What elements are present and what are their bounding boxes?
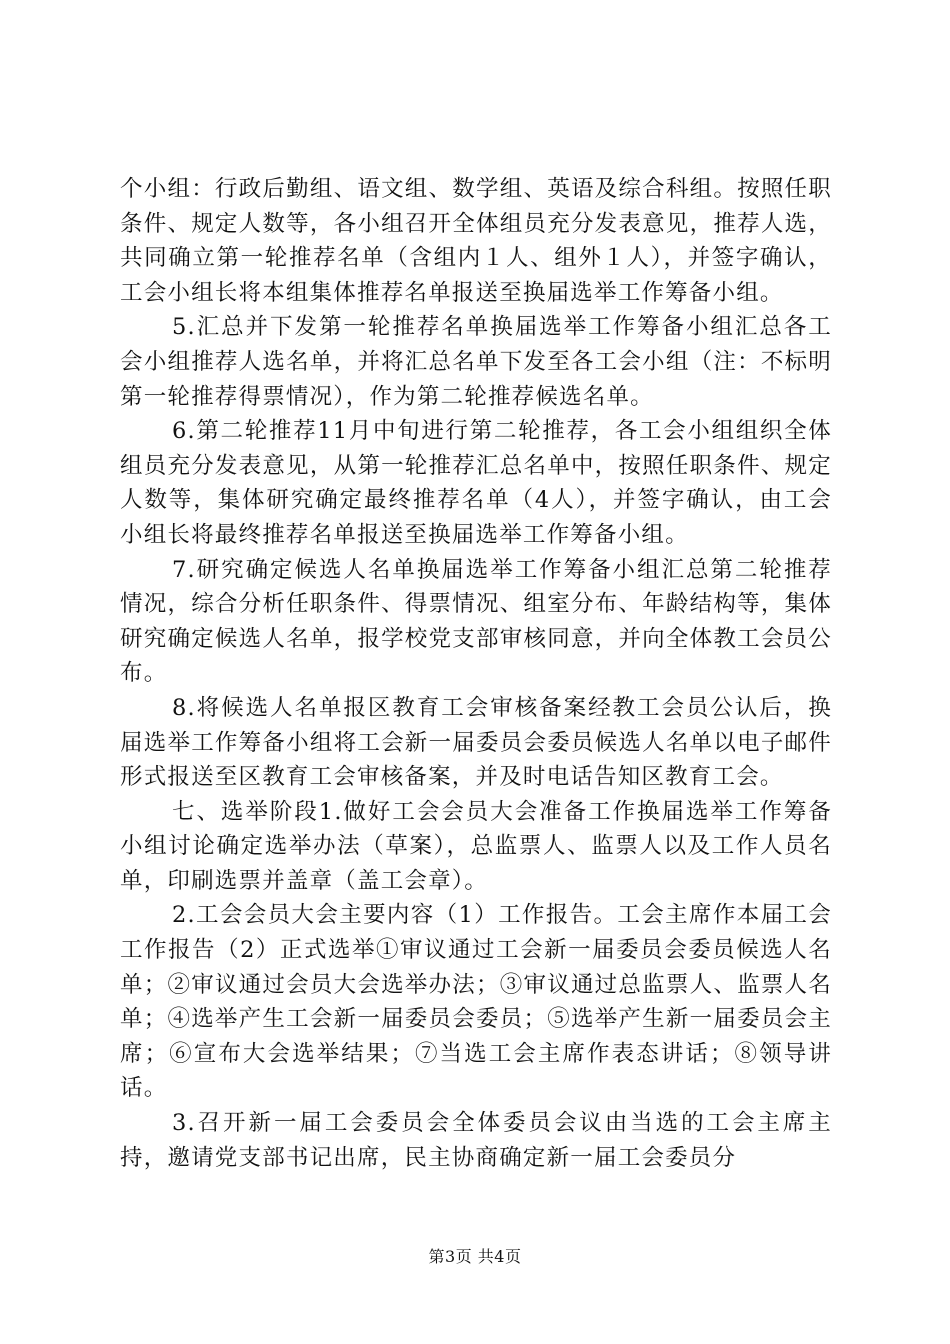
paragraph-committee-meeting: 3.召开新一届工会委员会全体委员会议由当选的工会主席主持，邀请党支部书记出席，民主协商确定新一届工会委员分	[120, 1110, 832, 1171]
page-footer: 第3页 共4页	[428, 1247, 522, 1266]
paragraph-item-8: 8.将候选人名单报区教育工会审核备案经教工会员公认后，换届选举工作筹备小组将工会新一届委员会委员候选人名单以电子邮件形式报送至区教育工会审核备案，并及时电话告知区教育工会。	[120, 694, 832, 791]
paragraph-item-5: 5.汇总并下发第一轮推荐名单换届选举工作筹备小组汇总各工会小组推荐人选名单，并将汇总名单下发至各工会小组（注：不标明第一轮推荐得票情况），作为第二轮推荐候选名单。	[120, 314, 832, 410]
paragraph-group-recommendation: 个小组：行政后勤组、语文组、数学组、英语及综合科组。按照任职条件、规定人数等，各小组召开全体组员充分发表意见，推荐人选，共同确立第一轮推荐名单（含组内１人、组外１人），并签字确认，工会小组长将本组集体推荐名单报送至换届选举工作筹备小组。	[120, 176, 832, 306]
paragraph-section-7-election: 七、选举阶段1.做好工会会员大会准备工作换届选举工作筹备小组讨论确定选举办法（草案），总监票人、监票人以及工作人员名单，印刷选票并盖章（盖工会章）。	[120, 798, 832, 894]
document-body	[120, 172, 832, 1175]
paragraph-assembly-content: 2.工会会员大会主要内容（1）工作报告。工会主席作本届工会工作报告（2）正式选举①审议通过工会新一届委员会委员候选人名单；②审议通过会员大会选举办法；③审议通过总监票人、监票人名单；④选举产生工会新一届委员会委员；⑤选举产生新一届委员会主席；⑥宣布大会选举结果；⑦当选工会主席作表态讲话；⑧领导讲话。	[120, 902, 832, 1102]
paragraph-item-6: 6.第二轮推荐11月中旬进行第二轮推荐，各工会小组组织全体组员充分发表意见，从第一轮推荐汇总名单中，按照任职条件、规定人数等，集体研究确定最终推荐名单（4人），并签字确认，由工会小组长将最终推荐名单报送至换届选举工作筹备小组。	[120, 418, 832, 548]
paragraph-item-7: 7.研究确定候选人名单换届选举工作筹备小组汇总第二轮推荐情况，综合分析任职条件、得票情况、组室分布、年龄结构等，集体研究确定候选人名单，报学校党支部审核同意，并向全体教工会员公布。	[120, 556, 832, 687]
